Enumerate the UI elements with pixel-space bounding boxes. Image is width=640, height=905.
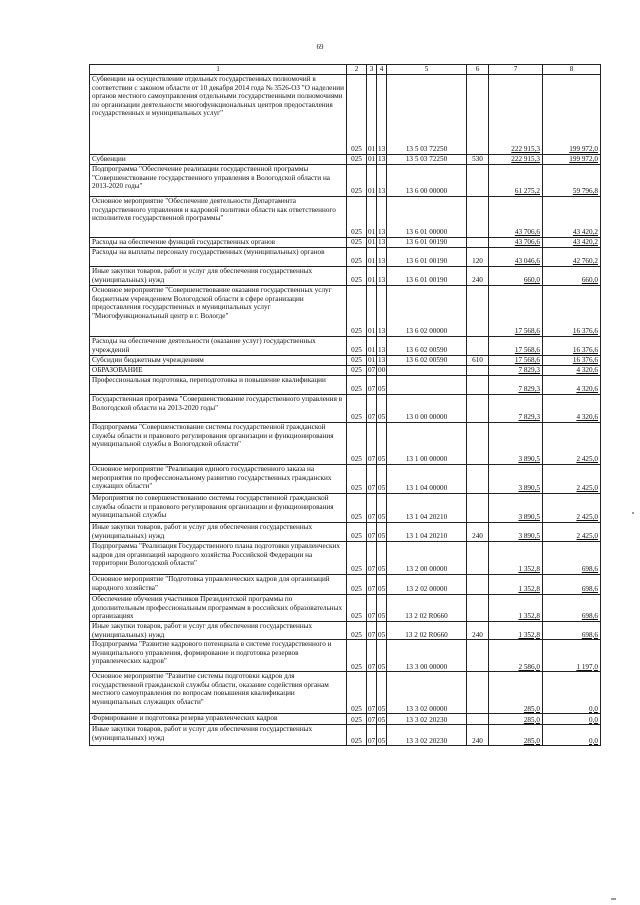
section-code-cell: 01 [367,165,377,197]
subsection-code-cell: 05 [377,494,387,523]
table-row [90,337,601,356]
table-row [90,395,601,423]
amount-year1-cell: 3 890,5 [489,494,543,523]
table-row [90,523,601,542]
target-article-cell: 13 6 01 00190 [387,267,467,286]
page-number: 69 [316,43,324,51]
subsection-code-cell: 05 [377,395,387,423]
section-code-cell: 07 [367,395,377,423]
budget-table [89,64,601,746]
amount-year1-cell: 2 586,0 [489,640,543,672]
section-code-cell: 01 [367,267,377,286]
table-row [90,595,601,622]
subsection-code-cell: 13 [378,356,386,365]
section-code-cell: 01 [367,286,377,337]
ministry-code-cell: 025 [347,523,367,542]
target-article-cell [387,366,467,376]
row-name-cell: Расходы на обеспечение функций государственных органов [90,238,347,248]
section-code-cell: 01 [367,75,377,155]
table-row [90,197,601,238]
ministry-code-cell: 025 [347,595,367,622]
section-code-cell: 07 [367,523,377,542]
row-name-cell: Основное мероприятие "Обеспечение деятельности Департамента государственного управления и кадровой политики области как ответственного исполнителя государственной программы" [90,197,347,238]
table-row [90,542,601,575]
table-row [90,622,601,640]
section-code-cell: 07 [367,640,377,672]
ministry-code-cell: 025 [347,165,367,197]
target-article-cell: 13 2 00 00000 [387,542,467,575]
ministry-code-cell: 025 [347,75,367,155]
amount-year2-cell: 698,6 [543,575,601,595]
section-code-cell: 07 [367,542,377,575]
ministry-code-cell: 025 [347,197,367,238]
amount-year1-cell: 7 829,3 [489,366,543,376]
header-cell: 7 [489,65,543,75]
expense-type-cell [467,366,489,376]
section-code-cell: 01 [367,248,377,267]
target-article-cell: 13 0 00 00000 [387,395,467,423]
target-article-cell: 13 1 04 00000 [387,465,467,494]
expense-type-cell: 120 [467,248,489,267]
amount-year2-cell: 16 376,6 [543,337,601,356]
section-code-cell: 01 [367,337,377,356]
subsection-code-cell: 13 [377,165,387,197]
expense-type-cell: 240 [467,725,489,746]
row-name-cell: Иные закупки товаров, работ и услуг для обеспечения государственных (муниципальных) нужд [90,523,347,542]
expense-type-cell [467,165,489,197]
expense-type-cell [467,75,489,155]
expense-type-cell [467,595,489,622]
row-name-cell: Подпрограмма "Обеспечение реализации государственной программы "Совершенствование государственного управления в Вологодской области на 2013-2020 годы" [90,165,347,197]
subsection-code-cell: 13 [377,267,387,286]
ministry-code-cell: 025 [347,356,367,366]
subsection-code-cell: 00 [378,366,386,375]
ministry-code-cell: 025 [347,725,367,746]
expense-type-cell [467,640,489,672]
header-cell: 3 [367,65,377,75]
subsection-code-cell: 05 [377,575,387,595]
section-code-cell: 07 [367,575,377,595]
row-name-cell: Основное мероприятие "Совершенствование оказания государственных услуг бюджетным учреждением Вологодской области в сфере организации предоставления государственных и муниципальных услуг "Многофункциональный центр в г. Вологде" [90,286,347,337]
amount-year1-cell: 7 829,3 [489,376,543,395]
amount-year2-cell: 43 420,2 [543,197,601,238]
amount-year1-cell: 43 706,6 [489,197,543,238]
subsection-code-cell: 05 [377,672,387,714]
amount-year2-cell: 4 320,6 [543,366,601,376]
target-article-cell: 13 6 01 00190 [387,248,467,267]
amount-year2-cell: 2 425,0 [543,423,601,465]
subsection-code-cell: 05 [377,622,387,640]
amount-year1-cell: 43 046,6 [489,248,543,267]
section-code-cell: 07 [368,366,376,375]
expense-type-cell [467,238,489,248]
row-name-cell: Расходы на обеспечение деятельности (оказание услуг) государственных учреждений [90,337,347,356]
amount-year1-cell: 7 829,3 [489,395,543,423]
header-cell: 2 [347,65,367,75]
subsection-code-cell: 13 [377,248,387,267]
target-article-cell: 13 1 04 20210 [387,523,467,542]
ministry-code-cell: 025 [347,366,367,376]
ministry-code-cell: 025 [347,337,367,356]
amount-year2-cell: 199 972,0 [543,75,601,155]
header-row [90,65,601,75]
section-code-cell: 07 [368,715,376,724]
table-row [90,356,601,366]
target-article-cell: 13 2 02 00000 [387,575,467,595]
amount-year2-cell: 2 425,0 [543,494,601,523]
expense-type-cell: 240 [467,622,489,640]
subsection-code-cell: 05 [377,542,387,575]
table-row [90,640,601,672]
target-article-cell: 13 6 01 00190 [387,238,467,248]
ministry-code-cell: 025 [347,640,367,672]
amount-year1-cell: 17 568,6 [489,286,543,337]
row-name-cell: Основное мероприятие "Подготовка управленческих кадров для организаций народного хозяйства" [90,575,347,595]
subsection-code-cell: 13 [377,197,387,238]
amount-year2-cell: 698,6 [543,595,601,622]
amount-year1-cell: 1 352,8 [489,542,543,575]
row-name-cell: Подпрограмма "Реализация Государственного плана подготовки управленческих кадров для организаций народного хозяйства Российской Федерации на территории Вологодской области" [90,542,347,575]
amount-year1-cell: 222 915,3 [489,155,543,165]
header-cell: 8 [543,65,601,75]
section-code-cell: 07 [367,494,377,523]
ministry-code-cell: 025 [347,575,367,595]
table-row [90,75,601,155]
ministry-code-cell: 025 [347,714,367,725]
amount-year2-cell: 59 796,8 [543,165,601,197]
table-row [90,286,601,337]
amount-year1-cell: 3 890,5 [489,465,543,494]
section-code-cell: 07 [367,595,377,622]
target-article-cell: 13 2 02 R0660 [387,622,467,640]
amount-year2-cell: 0,0 [543,714,601,725]
expense-type-cell [467,376,489,395]
subsection-code-cell: 05 [377,523,387,542]
row-name-cell: Субсидии бюджетным учреждениям [90,356,347,366]
amount-year1-cell: 1 352,8 [489,595,543,622]
subsection-code-cell: 05 [377,595,387,622]
ministry-code-cell: 025 [347,286,367,337]
amount-year2-cell: 0,0 [543,725,601,746]
amount-year1-cell: 1 352,8 [489,575,543,595]
row-name-cell: Иные закупки товаров, работ и услуг для обеспечения государственных (муниципальных) нужд [90,725,347,746]
expense-type-cell [467,672,489,714]
row-name-cell: Формирование и подготовка резерва управленческих кадров [90,714,347,725]
expense-type-cell [467,286,489,337]
row-name-cell: Иные закупки товаров, работ и услуг для обеспечения государственных (муниципальных) нужд [90,267,347,286]
target-article-cell: 13 6 02 00000 [387,286,467,337]
table-row [90,366,601,376]
amount-year1-cell: 222 915,3 [489,75,543,155]
ministry-code-cell: 025 [347,267,367,286]
amount-year2-cell: 43 420,2 [543,238,601,248]
table-row [90,672,601,714]
expense-type-cell: 240 [467,267,489,286]
subsection-code-cell: 13 [377,337,387,356]
amount-year1-cell: 3 890,5 [489,423,543,465]
section-code-cell: 01 [368,238,376,247]
subsection-code-cell: 05 [378,715,386,724]
amount-year2-cell: 4 320,6 [543,395,601,423]
subsection-code-cell: 13 [378,238,386,247]
expense-type-cell [467,575,489,595]
section-code-cell: 07 [367,465,377,494]
row-name-cell: Профессиональная подготовка, переподготовка и повышение квалификации [90,376,347,395]
row-name-cell: Подпрограмма "Развитие кадрового потенциала в системе государственного и муниципального управления, формирование и подготовка резервов управленческих кадров" [90,640,347,672]
section-code-cell: 01 [367,197,377,238]
amount-year1-cell: 43 706,6 [489,238,543,248]
ministry-code-cell: 025 [347,672,367,714]
target-article-cell: 13 5 03 72250 [387,155,467,165]
ministry-code-cell: 025 [347,622,367,640]
amount-year1-cell: 285,0 [489,725,543,746]
row-name-cell: Подпрограмма "Совершенствование системы государственной гражданской службы области и правового регулирования организации и функционирования муниципальной службы в Вологодской области" [90,423,347,465]
table-row [90,725,601,746]
ministry-code-cell: 025 [347,248,367,267]
section-code-cell: 01 [368,155,376,164]
header-cell: 5 [387,65,467,75]
ministry-code-cell: 025 [347,423,367,465]
section-code-cell: 01 [368,356,376,365]
table-row [90,575,601,595]
amount-year1-cell: 285,0 [489,714,543,725]
target-article-cell: 13 3 00 00000 [387,640,467,672]
expense-type-cell [467,197,489,238]
subsection-code-cell: 05 [377,465,387,494]
expense-type-cell [467,337,489,356]
expense-type-cell: 610 [467,356,489,366]
expense-type-cell: 240 [467,523,489,542]
ministry-code-cell: 025 [347,155,367,165]
row-name-cell: Расходы на выплаты персоналу государственных (муниципальных) органов [90,248,347,267]
target-article-cell: 13 1 00 00000 [387,423,467,465]
target-article-cell: 13 3 02 20230 [387,725,467,746]
subsection-code-cell: 05 [377,376,387,395]
table-body [90,65,601,746]
amount-year2-cell: 42 760,2 [543,248,601,267]
header-cell: 4 [377,65,387,75]
subsection-code-cell: 13 [377,75,387,155]
expense-type-cell [467,395,489,423]
target-article-cell: 13 5 03 72250 [387,75,467,155]
ministry-code-cell: 025 [347,542,367,575]
target-article-cell: 13 6 01 00000 [387,197,467,238]
target-article-cell: 13 6 02 00590 [387,356,467,366]
ministry-code-cell: 025 [347,494,367,523]
amount-year2-cell: 16 376,6 [543,356,601,366]
target-article-cell: 13 2 02 R0660 [387,595,467,622]
scan-speck [611,898,616,900]
row-name-cell: Мероприятия по совершенствованию системы государственной гражданской службы области и правового регулирования организации и функционирования муниципальной службы [90,494,347,523]
header-cell: 1 [90,65,347,75]
row-name-cell: Иные закупки товаров, работ и услуг для обеспечения государственных (муниципальных) нужд [90,622,347,640]
amount-year2-cell: 1 197,0 [543,640,601,672]
section-code-cell: 07 [367,376,377,395]
amount-year1-cell: 660,0 [489,267,543,286]
amount-year1-cell: 1 352,8 [489,622,543,640]
section-code-cell: 07 [367,423,377,465]
row-name-cell: Государственная программа "Совершенствование государственного управления в Вологодской области на 2013-2020 годы" [90,395,347,423]
target-article-cell: 13 6 00 00000 [387,165,467,197]
section-code-cell: 07 [367,725,377,746]
ministry-code-cell: 025 [347,395,367,423]
amount-year2-cell: 698,6 [543,542,601,575]
target-article-cell: 13 3 02 20230 [387,714,467,725]
ministry-code-cell: 025 [347,465,367,494]
expense-type-cell [467,714,489,725]
expense-type-cell [467,494,489,523]
table-row [90,238,601,248]
amount-year2-cell: 0,0 [543,672,601,714]
row-name-cell: Основное мероприятие "Развитие системы подготовки кадров для государственной гражданской службы области, оказание содействия органам местного самоуправления по вопросам повышения квалификации муниципальных служащих области" [90,672,347,714]
row-name-cell: Обеспечение обучения участников Президентской программы по дополнительным профессиональным программам в российских образовательных организациях [90,595,347,622]
row-name-cell: ОБРАЗОВАНИЕ [90,366,347,376]
section-code-cell: 07 [367,622,377,640]
amount-year2-cell: 698,6 [543,622,601,640]
expense-type-cell [467,465,489,494]
expense-type-cell [467,423,489,465]
ministry-code-cell: 025 [347,238,367,248]
amount-year1-cell: 17 568,6 [489,356,543,366]
expense-type-cell: 530 [467,155,489,165]
target-article-cell: 13 1 04 20210 [387,494,467,523]
subsection-code-cell: 05 [377,725,387,746]
amount-year2-cell: 660,0 [543,267,601,286]
row-name-cell: Основное мероприятие "Реализация единого государственного заказа на мероприятия по профессиональному развитию государственных гражданских служащих области" [90,465,347,494]
expense-type-cell [467,542,489,575]
ministry-code-cell: 025 [347,376,367,395]
row-name-cell: Субвенции на осуществление отдельных государственных полномочий в соответствии с законом области от 10 декабря 2014 года № 3526-ОЗ "О наделении органов местного самоуправления отдельными государственными полномочиями по организации деятельности многофункциональных центров предоставления государственных и муниципальных услуг" [90,75,347,155]
target-article-cell [387,376,467,395]
table-row [90,248,601,267]
amount-year2-cell: 16 376,6 [543,286,601,337]
target-article-cell: 13 3 02 00000 [387,672,467,714]
target-article-cell: 13 6 02 00590 [387,337,467,356]
table-row [90,267,601,286]
header-cell: 6 [467,65,489,75]
amount-year2-cell: 2 425,0 [543,523,601,542]
amount-year1-cell: 17 568,6 [489,337,543,356]
amount-year1-cell: 3 890,5 [489,523,543,542]
table-row [90,376,601,395]
amount-year2-cell: 2 425,0 [543,465,601,494]
subsection-code-cell: 05 [377,640,387,672]
subsection-code-cell: 13 [378,155,386,164]
table-row [90,155,601,165]
subsection-code-cell: 05 [377,423,387,465]
amount-year2-cell: 4 320,6 [543,376,601,395]
subsection-code-cell: 13 [377,286,387,337]
row-name-cell: Субвенции [90,155,347,165]
amount-year1-cell: 285,0 [489,672,543,714]
scan-speck [632,512,634,514]
table-row [90,714,601,725]
amount-year2-cell: 199 972,0 [543,155,601,165]
table-row [90,494,601,523]
table-row [90,165,601,197]
amount-year1-cell: 61 275,2 [489,165,543,197]
section-code-cell: 07 [367,672,377,714]
table-row [90,465,601,494]
table-row [90,423,601,465]
